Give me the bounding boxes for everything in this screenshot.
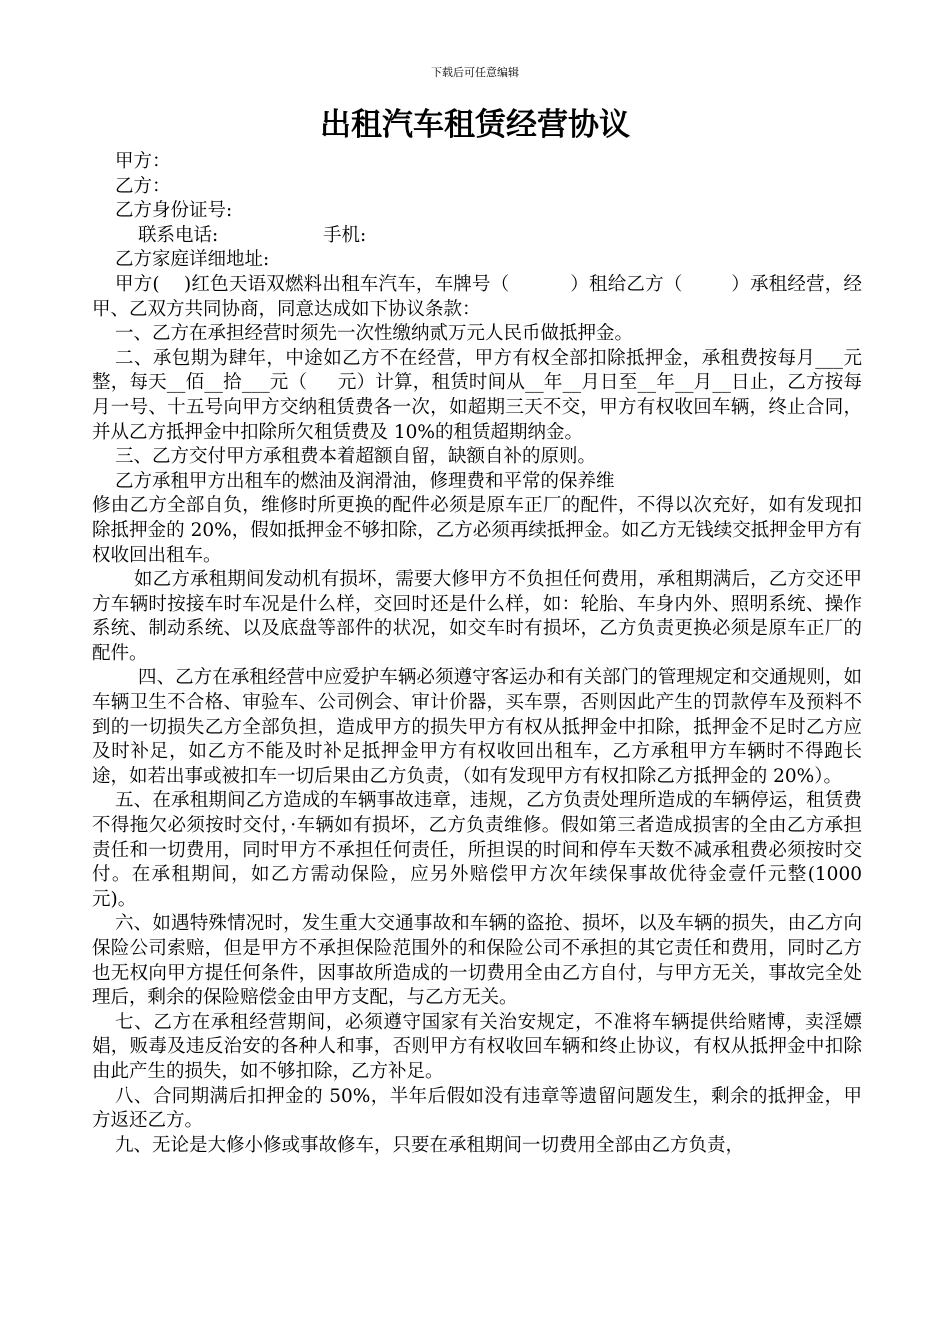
clause-2: 二、承包期为肆年，中途如乙方不在经营，甲方有权全部扣除抵押金，承租费按每月___元整，每天__佰__拾___元（ 元）计算，租赁时间从__年__月日至__年__月__日止，乙方按每月一号、十五号向甲方交纳租赁费各一次，如超期三天不交，甲方有权收回车辆，终止合同，并从乙方抵押金中扣除所欠租赁费及 10%的租赁超期纳金。 [92,347,862,443]
clause-6: 六、如遇特殊情况时，发生重大交通事故和车辆的盗抢、损坏，以及车辆的损失，由乙方向保险公司索赔，但是甲方不承担保险范围外的和保险公司不承担的其它责任和费用，同时乙方也无权向甲方提任何条件，因事故所造成的一切费用全由乙方自付，与甲方无关，事故完全处理后，剩余的保险赔偿金由甲方支配，与乙方无关。 [92,913,862,1009]
paragraph-intro: 甲方( )红色天语双燃料出租车汽车，车牌号（ ）租给乙方（ ）承租经营，经甲、乙双方共同协商，同意达成如下协议条款： [92,273,862,320]
field-mobile: 手机: [323,224,367,246]
field-party-b-address: 乙方家庭详细地址: [115,249,270,271]
clause-3: 三、乙方交付甲方承租费本着超额自留，缺额自补的原则。 [115,446,597,468]
clause-4: 四、乙方在承租经营中应爱护车辆必须遵守客运办和有关部门的管理规定和交通规则，如车辆卫生不合格、审验车、公司例会、审计价器，买车票，否则因此产生的罚款停车及预料不到的一切损失乙方全部负担，造成甲方的损失甲方有权从抵押金中扣除，抵押金不足时乙方应及时补足，如乙方不能及时补足抵押金甲方有权收回出租车，乙方承租甲方车辆时不得跑长途，如若出事或被扣车一切后果由乙方负责，（如有发现甲方有权扣除乙方抵押金的 20%）。 [92,667,862,787]
clause-9: 九、无论是大修小修或事故修车，只要在承租期间一切费用全部由乙方负责， [115,1134,745,1156]
field-party-a: 甲方： [115,151,171,172]
clause-3-maintenance-line: 乙方承租甲方出租车的燃油及润滑油，修理费和平常的保养维 [115,470,615,492]
clause-5: 五、在承租期间乙方造成的车辆事故违章，违规，乙方负责处理所造成的车辆停运，租赁费不得拖欠必须按时交付，·车辆如有损坏，乙方负责维修。假如第三者造成损害的全由乙方承担责任和一切费用，同时甲方不承担任何责任，所担误的时间和停车天数不减承租费必须按时交付。在承租期间，如乙方需动保险，应另外赔偿甲方次年续保事故优待金壹仟元整(1000 元)。 [92,790,868,910]
header-note: 下载后可任意编辑 [431,66,519,79]
clause-1: 一、乙方在承担经营时须先一次性缴纳贰万元人民币做抵押金。 [115,323,634,345]
clause-8: 八、合同期满后扣押金的 50%，半年后假如没有违章等遗留问题发生，剩余的抵押金，甲方返还乙方。 [92,1085,862,1132]
field-contact-row [92,224,862,249]
document-title: 出租汽车租赁经营协议 [320,107,630,143]
clause-3-maintenance: 修由乙方全部自负，维修时所更换的配件必须是原车正厂的配件，不得以次充好，如有发现扣除抵押金的 20%，假如抵押金不够扣除，乙方必须再续抵押金。如乙方无钱续交抵押金甲方有权收回出租车。 [92,495,862,566]
field-party-b: 乙方： [115,175,171,197]
document-body [92,150,868,1158]
clause-7: 七、乙方在承租经营期间，必须遵守国家有关治安规定，不准将车辆提供给赌博，卖淫嫖娼，贩毒及违反治安的各种人和事，否则甲方有权收回车辆和终止协议，有权从抵押金中扣除由此产生的损失，如不够扣除，乙方补足。 [92,1011,862,1082]
field-contact-phone: 联系电话: [138,224,219,246]
clause-3-engine: 如乙方承租期间发动机有损坏，需要大修甲方不负担任何费用，承租期满后，乙方交还甲方车辆时按接车时车况是什么样，交回时还是什么样，如：轮胎、车身内外、照明系统、操作系统、制动系统、以及底盘等部件的状况，如交车时有损坏，乙方负责更换必须是原车正厂的配件。 [92,569,862,664]
field-party-b-id: 乙方身份证号: [115,200,233,222]
